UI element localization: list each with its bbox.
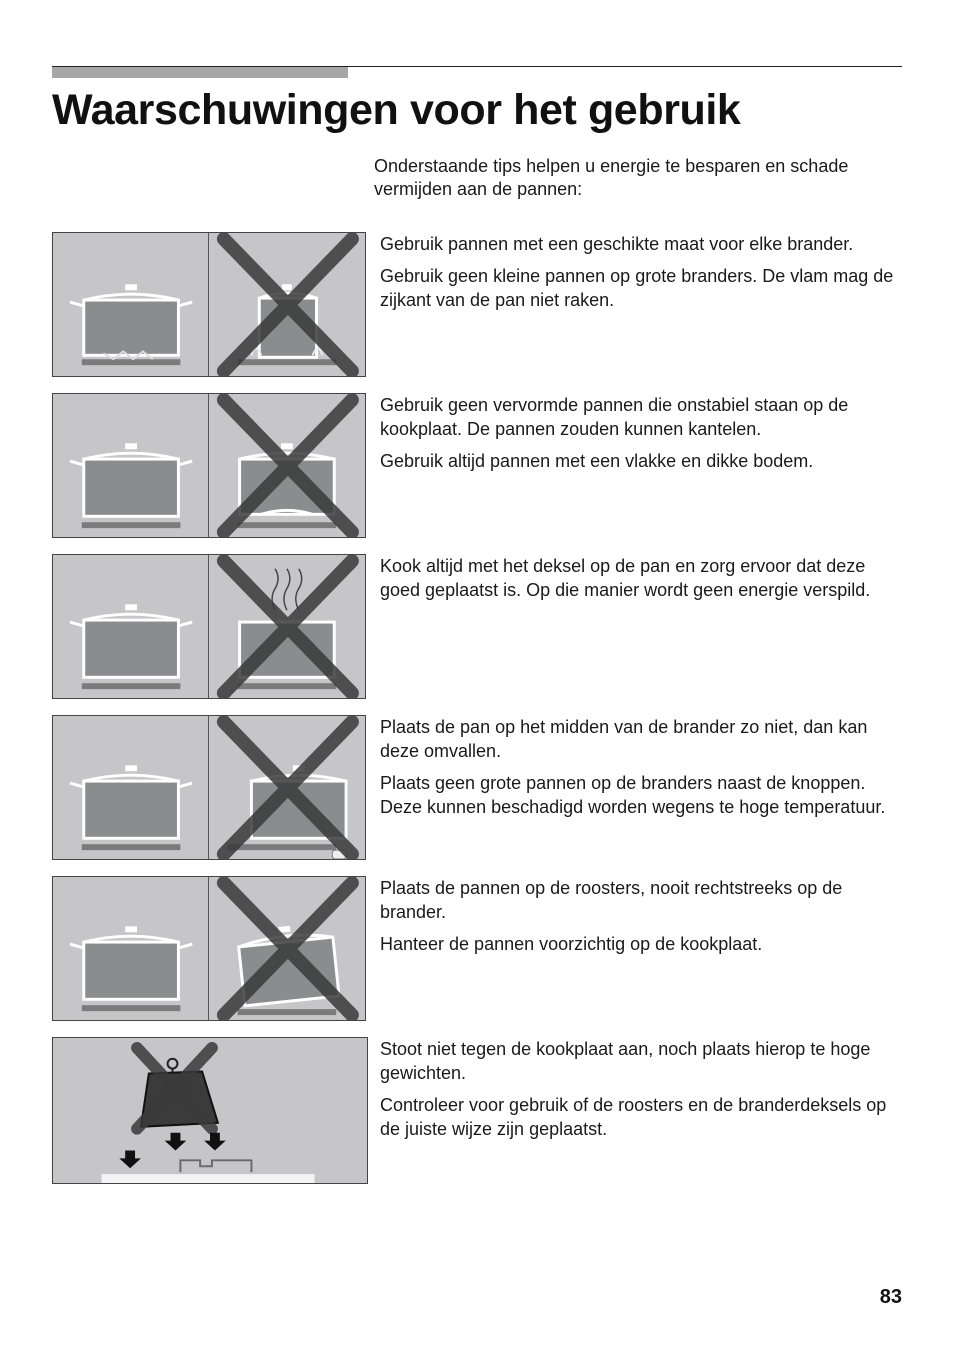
tip-text-deformed-pans <box>380 393 900 481</box>
weights-image <box>53 1038 367 1183</box>
tip-paragraph: Hanteer de pannen voorzichtig op de kookplaat. <box>380 934 763 954</box>
page-title: Waarschuwingen voor het gebruik <box>52 86 741 134</box>
illustration-pan-size <box>52 232 366 377</box>
tip-paragraph: Gebruik geen vervormde pannen die onstabiel staan op de kookplaat. De pannen zouden kunnen kantelen. <box>380 395 849 439</box>
tip-paragraph: Gebruik pannen met een geschikte maat voor elke brander. <box>380 234 854 254</box>
deformed-pans-image <box>53 394 365 537</box>
illustration-center-pan <box>52 715 366 860</box>
tip-text-pan-size <box>380 232 900 320</box>
tip-paragraph: Gebruik geen kleine pannen op grote branders. De vlam mag de zijkant van de pan niet raken. <box>380 266 894 310</box>
tip-text-center-pan <box>380 715 900 827</box>
tip-text-on-grates <box>380 876 900 964</box>
tip-paragraph: Controleer voor gebruik of de roosters en de branderdeksels op de juiste wijze zijn geplaatst. <box>380 1095 887 1139</box>
tip-paragraph: Gebruik altijd pannen met een vlakke en dikke bodem. <box>380 451 814 471</box>
lid-image <box>53 555 365 698</box>
tip-paragraph: Plaats de pan op het midden van de brander zo niet, dan kan deze omvallen. <box>380 717 868 761</box>
illustration-on-grates <box>52 876 366 1021</box>
illustration-weights <box>52 1037 368 1184</box>
page-number: 83 <box>879 1286 902 1308</box>
illustration-lid <box>52 554 366 699</box>
tip-paragraph: Plaats geen grote pannen op de branders naast de knoppen. Deze kunnen beschadigd worden wegens te hoge temperatuur. <box>380 773 886 817</box>
illustration-deformed-pans <box>52 393 366 538</box>
tip-paragraph: Kook altijd met het deksel op de pan en zorg ervoor dat deze goed geplaatst is. Op die manier wordt geen energie verspild. <box>380 556 871 600</box>
pan-size-image <box>53 233 365 376</box>
center-pan-image <box>53 716 365 859</box>
on-grates-image <box>53 877 365 1020</box>
intro-text: Onderstaande tips helpen u energie te besparen en schade vermijden aan de pannen: <box>374 156 849 199</box>
tip-text-weights <box>380 1037 900 1149</box>
tip-text-lid <box>380 554 900 610</box>
tip-paragraph: Plaats de pannen op de roosters, nooit rechtstreeks op de brander. <box>380 878 843 922</box>
header-bar <box>52 67 348 78</box>
tip-paragraph: Stoot niet tegen de kookplaat aan, noch plaats hierop te hoge gewichten. <box>380 1039 871 1083</box>
